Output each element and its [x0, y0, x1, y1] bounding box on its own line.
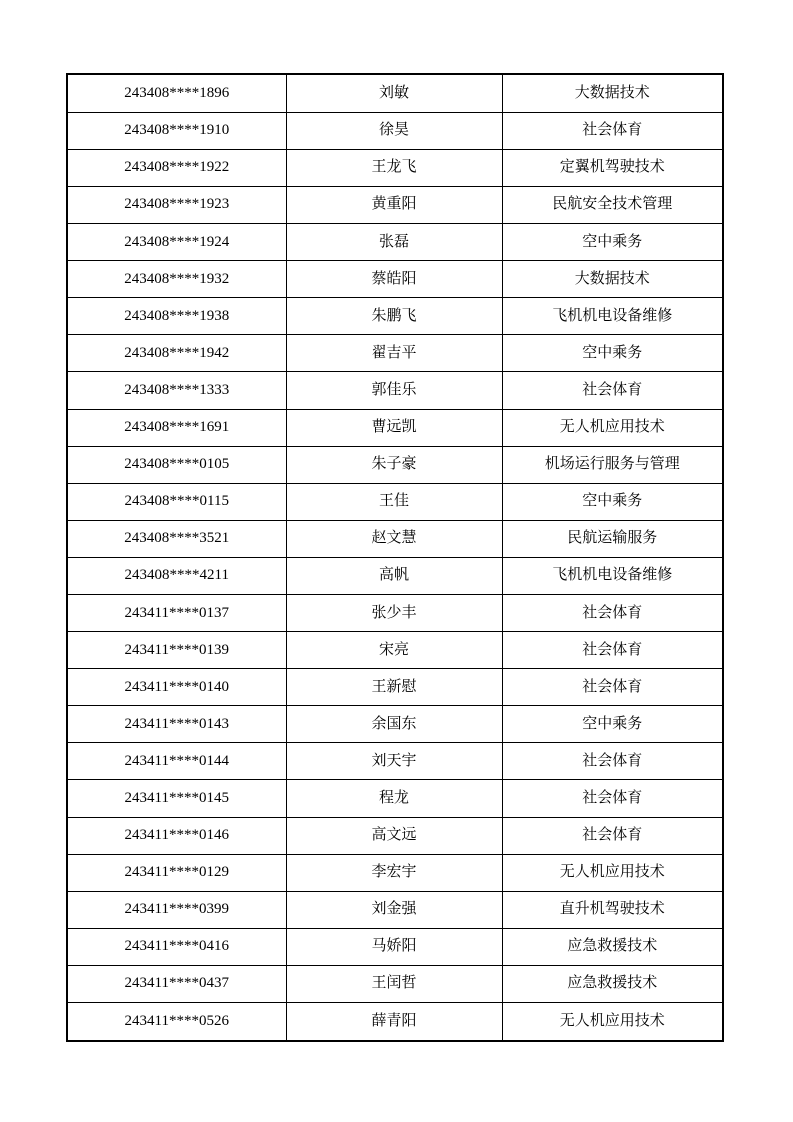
table-row — [67, 224, 723, 261]
table-row — [67, 112, 723, 149]
student-name-cell: 王闰哲 — [286, 965, 502, 1002]
student-major-cell: 民航运输服务 — [502, 520, 723, 557]
student-id-cell: 243411****0129 — [67, 854, 286, 891]
table-row — [67, 261, 723, 298]
table-body — [67, 74, 723, 1041]
student-major-cell: 定翼机驾驶技术 — [502, 149, 723, 186]
table-row — [67, 372, 723, 409]
student-id-cell: 243408****4211 — [67, 557, 286, 594]
student-name-cell: 赵文慧 — [286, 520, 502, 557]
table-row — [67, 928, 723, 965]
student-major-cell: 空中乘务 — [502, 706, 723, 743]
table-row — [67, 409, 723, 446]
student-name-cell: 朱鹏飞 — [286, 298, 502, 335]
student-name-cell: 张少丰 — [286, 594, 502, 631]
student-id-cell: 243411****0416 — [67, 928, 286, 965]
student-name-cell: 程龙 — [286, 780, 502, 817]
student-name-cell: 郭佳乐 — [286, 372, 502, 409]
student-major-cell: 民航安全技术管理 — [502, 186, 723, 223]
table-row — [67, 965, 723, 1002]
student-id-cell: 243408****1691 — [67, 409, 286, 446]
student-id-cell: 243408****1938 — [67, 298, 286, 335]
student-major-cell: 无人机应用技术 — [502, 1003, 723, 1042]
student-id-cell: 243411****0143 — [67, 706, 286, 743]
student-id-cell: 243408****3521 — [67, 520, 286, 557]
student-major-cell: 应急救援技术 — [502, 965, 723, 1002]
student-id-cell: 243411****0146 — [67, 817, 286, 854]
student-id-cell: 243408****1910 — [67, 112, 286, 149]
student-major-cell: 空中乘务 — [502, 335, 723, 372]
student-name-cell: 张磊 — [286, 224, 502, 261]
student-roster-table — [66, 73, 724, 1042]
student-id-cell: 243411****0145 — [67, 780, 286, 817]
table-row — [67, 520, 723, 557]
student-id-cell: 243408****1932 — [67, 261, 286, 298]
student-id-cell: 243411****0144 — [67, 743, 286, 780]
student-name-cell: 李宏宇 — [286, 854, 502, 891]
table-row — [67, 817, 723, 854]
table-row — [67, 743, 723, 780]
table-row — [67, 298, 723, 335]
student-id-cell: 243408****1896 — [67, 74, 286, 112]
student-name-cell: 马娇阳 — [286, 928, 502, 965]
student-major-cell: 社会体育 — [502, 594, 723, 631]
student-id-cell: 243411****0137 — [67, 594, 286, 631]
table-row — [67, 335, 723, 372]
student-major-cell: 直升机驾驶技术 — [502, 891, 723, 928]
student-id-cell: 243411****0140 — [67, 669, 286, 706]
student-name-cell: 余国东 — [286, 706, 502, 743]
student-major-cell: 空中乘务 — [502, 224, 723, 261]
student-major-cell: 社会体育 — [502, 112, 723, 149]
student-name-cell: 王新慰 — [286, 669, 502, 706]
student-name-cell: 王佳 — [286, 483, 502, 520]
table-row — [67, 891, 723, 928]
table-row — [67, 483, 723, 520]
student-major-cell: 飞机机电设备维修 — [502, 557, 723, 594]
student-major-cell: 飞机机电设备维修 — [502, 298, 723, 335]
student-id-cell: 243408****1922 — [67, 149, 286, 186]
student-major-cell: 社会体育 — [502, 669, 723, 706]
table-row — [67, 557, 723, 594]
student-major-cell: 社会体育 — [502, 743, 723, 780]
table-row — [67, 446, 723, 483]
student-name-cell: 刘天宇 — [286, 743, 502, 780]
student-name-cell: 刘敏 — [286, 74, 502, 112]
student-name-cell: 刘金强 — [286, 891, 502, 928]
student-id-cell: 243408****0115 — [67, 483, 286, 520]
student-name-cell: 朱子豪 — [286, 446, 502, 483]
student-id-cell: 243408****1333 — [67, 372, 286, 409]
student-major-cell: 无人机应用技术 — [502, 854, 723, 891]
student-name-cell: 王龙飞 — [286, 149, 502, 186]
student-major-cell: 机场运行服务与管理 — [502, 446, 723, 483]
table-row — [67, 706, 723, 743]
student-id-cell: 243411****0526 — [67, 1003, 286, 1042]
table-row — [67, 186, 723, 223]
student-major-cell: 社会体育 — [502, 817, 723, 854]
table-row — [67, 669, 723, 706]
table-row — [67, 74, 723, 112]
student-name-cell: 宋亮 — [286, 632, 502, 669]
student-name-cell: 翟吉平 — [286, 335, 502, 372]
student-major-cell: 无人机应用技术 — [502, 409, 723, 446]
student-name-cell: 曹远凯 — [286, 409, 502, 446]
student-id-cell: 243408****1942 — [67, 335, 286, 372]
student-id-cell: 243408****1923 — [67, 186, 286, 223]
student-major-cell: 社会体育 — [502, 780, 723, 817]
table-row — [67, 780, 723, 817]
table-row — [67, 594, 723, 631]
student-id-cell: 243408****1924 — [67, 224, 286, 261]
student-major-cell: 应急救援技术 — [502, 928, 723, 965]
student-name-cell: 高帆 — [286, 557, 502, 594]
student-major-cell: 社会体育 — [502, 632, 723, 669]
student-major-cell: 社会体育 — [502, 372, 723, 409]
student-id-cell: 243411****0437 — [67, 965, 286, 1002]
student-name-cell: 蔡皓阳 — [286, 261, 502, 298]
student-major-cell: 大数据技术 — [502, 261, 723, 298]
table-row — [67, 1003, 723, 1042]
student-id-cell: 243408****0105 — [67, 446, 286, 483]
table-row — [67, 149, 723, 186]
student-major-cell: 大数据技术 — [502, 74, 723, 112]
table-row — [67, 632, 723, 669]
student-name-cell: 高文远 — [286, 817, 502, 854]
student-name-cell: 黄重阳 — [286, 186, 502, 223]
student-id-cell: 243411****0399 — [67, 891, 286, 928]
student-id-cell: 243411****0139 — [67, 632, 286, 669]
student-name-cell: 徐昊 — [286, 112, 502, 149]
table-row — [67, 854, 723, 891]
student-major-cell: 空中乘务 — [502, 483, 723, 520]
student-name-cell: 薛青阳 — [286, 1003, 502, 1042]
